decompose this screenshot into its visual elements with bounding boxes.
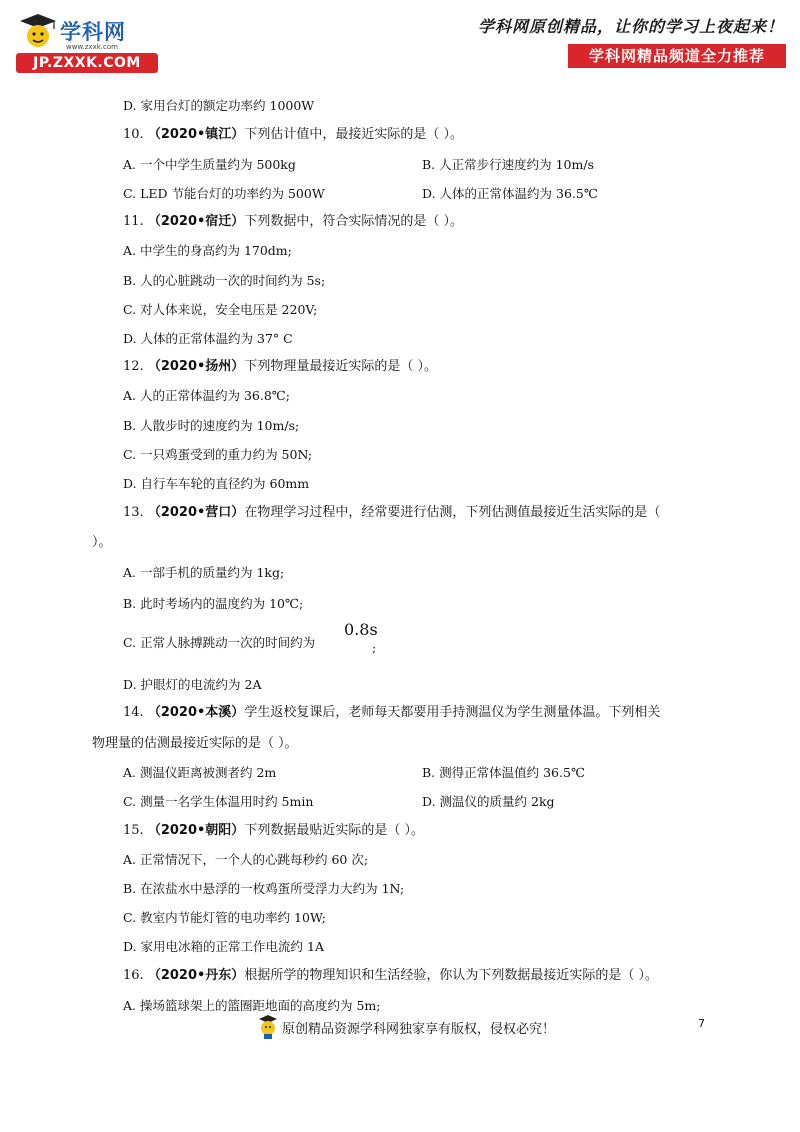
logo-title: 学科网 — [60, 20, 126, 44]
option-a: A. 人的正常体温约为 36.8℃; — [123, 388, 290, 403]
question-source: （2020•本溪） — [147, 705, 245, 720]
option-d: D. 测温仪的质量约 2kg — [422, 794, 555, 809]
question-stem: 学生返校复课后，老师每天都要用手持测温仪为学生测量体温。下列相关 — [244, 705, 661, 720]
question-stem: 根据所学的物理知识和生活经验，你认为下列数据最接近实际的是（ ）。 — [244, 968, 658, 983]
option-d: D. 自行车车轮的直径约为 60mm — [123, 476, 310, 491]
option-b: B. 人正常步行速度约为 10m/s — [422, 157, 594, 172]
question-stem: 下列估计值中，最接近实际的是（ ）。 — [244, 127, 463, 142]
question-number: 15. — [123, 823, 148, 838]
question-source: （2020•营口） — [147, 505, 245, 520]
option-c: C. 教室内节能灯管的电功率约 10W; — [123, 910, 326, 925]
option-d: D. 护眼灯的电流约为 2A — [123, 677, 262, 692]
question-number: 13. — [123, 505, 148, 520]
option-b: B. 在浓盐水中悬浮的一枚鸡蛋所受浮力大约为 1N; — [123, 881, 405, 896]
option-a: A. 操场篮球架上的篮圈距地面的高度约为 5m; — [123, 998, 381, 1013]
option-d: D. 人体的正常体温约为 36.5℃ — [422, 186, 598, 201]
question-stem: 下列数据中，符合实际情况的是（ ）。 — [244, 214, 463, 229]
question-number: 12. — [123, 359, 148, 374]
mascot-icon — [258, 1014, 278, 1040]
option-line: D. 家用台灯的额定功率约 1000W — [123, 98, 315, 113]
question-number: 11. — [123, 214, 148, 229]
question-12 — [123, 359, 437, 375]
question-number: 14. — [123, 705, 148, 720]
option-b: B. 测得正常体温值约 36.5℃ — [422, 765, 585, 780]
question-source: （2020•丹东） — [147, 968, 245, 983]
option-c-value: 0.8s — [344, 620, 378, 639]
option-a: A. 中学生的身高约为 170dm; — [123, 243, 292, 258]
question-15 — [123, 823, 424, 839]
question-source: （2020•朝阳） — [147, 823, 245, 838]
recommend-banner: 学科网精品频道全力推荐 — [568, 44, 786, 68]
question-source: （2020•镇江） — [147, 127, 245, 142]
question-stem: 在物理学习过程中，经常要进行估测，下列估测值最接近生活实际的是（ — [244, 505, 661, 520]
logo-url: www.zxxk.com — [66, 43, 118, 51]
option-d: D. 家用电冰箱的正常工作电流约 1A — [123, 939, 324, 954]
copyright-notice: 原创精品资源学科网独家享有版权，侵权必究！ — [282, 1022, 556, 1037]
question-source: （2020•扬州） — [147, 359, 245, 374]
question-stem: 下列物理量最接近实际的是（ ）。 — [244, 359, 437, 374]
option-b: B. 此时考场内的温度约为 10℃; — [123, 596, 304, 611]
option-a: A. 测温仪距离被测者约 2m — [123, 765, 277, 780]
logo-domain-bar: JP.ZXXK.COM — [16, 53, 158, 73]
question-13 — [123, 505, 660, 521]
option-a: A. 一个中学生质量约为 500kg — [123, 157, 296, 172]
question-16 — [123, 968, 658, 984]
option-c: C. 正常人脉搏跳动一次的时间约为 — [123, 635, 316, 650]
option-b: B. 人的心脏跳动一次的时间约为 5s; — [123, 273, 326, 288]
option-c: C. 测量一名学生体温用时约 5min — [123, 794, 314, 809]
option-c: C. 一只鸡蛋受到的重力约为 50N; — [123, 447, 313, 462]
option-a: A. 一部手机的质量约为 1kg; — [123, 565, 285, 580]
option-b: B. 人散步时的速度约为 10m/s; — [123, 418, 300, 433]
option-a: A. 正常情况下，一个人的心跳每秒约 60 次; — [123, 852, 369, 867]
question-14 — [123, 705, 660, 721]
page-header — [0, 0, 800, 80]
question-number: 16. — [123, 968, 148, 983]
page-number: 7 — [698, 1017, 705, 1030]
option-d: D. 人体的正常体温约为 37° C — [123, 331, 293, 346]
option-c: C. 对人体来说，安全电压是 220V; — [123, 302, 318, 317]
question-source: （2020•宿迁） — [147, 214, 245, 229]
question-11 — [123, 214, 463, 230]
option-c-end: ; — [372, 640, 377, 655]
option-c: C. LED 节能台灯的功率约为 500W — [123, 186, 325, 201]
question-stem-continued: 物理量的估测最接近实际的是（ ）。 — [92, 736, 298, 751]
question-stem: 下列数据最贴近实际的是（ ）。 — [244, 823, 424, 838]
question-stem-continued: ）。 — [92, 535, 112, 550]
question-10 — [123, 127, 463, 143]
zxxk-logo — [16, 12, 166, 74]
header-slogan: 学科网原创精品，让你的学习上夜起来！ — [477, 17, 784, 36]
question-number: 10. — [123, 127, 148, 142]
mascot-icon — [16, 12, 60, 54]
